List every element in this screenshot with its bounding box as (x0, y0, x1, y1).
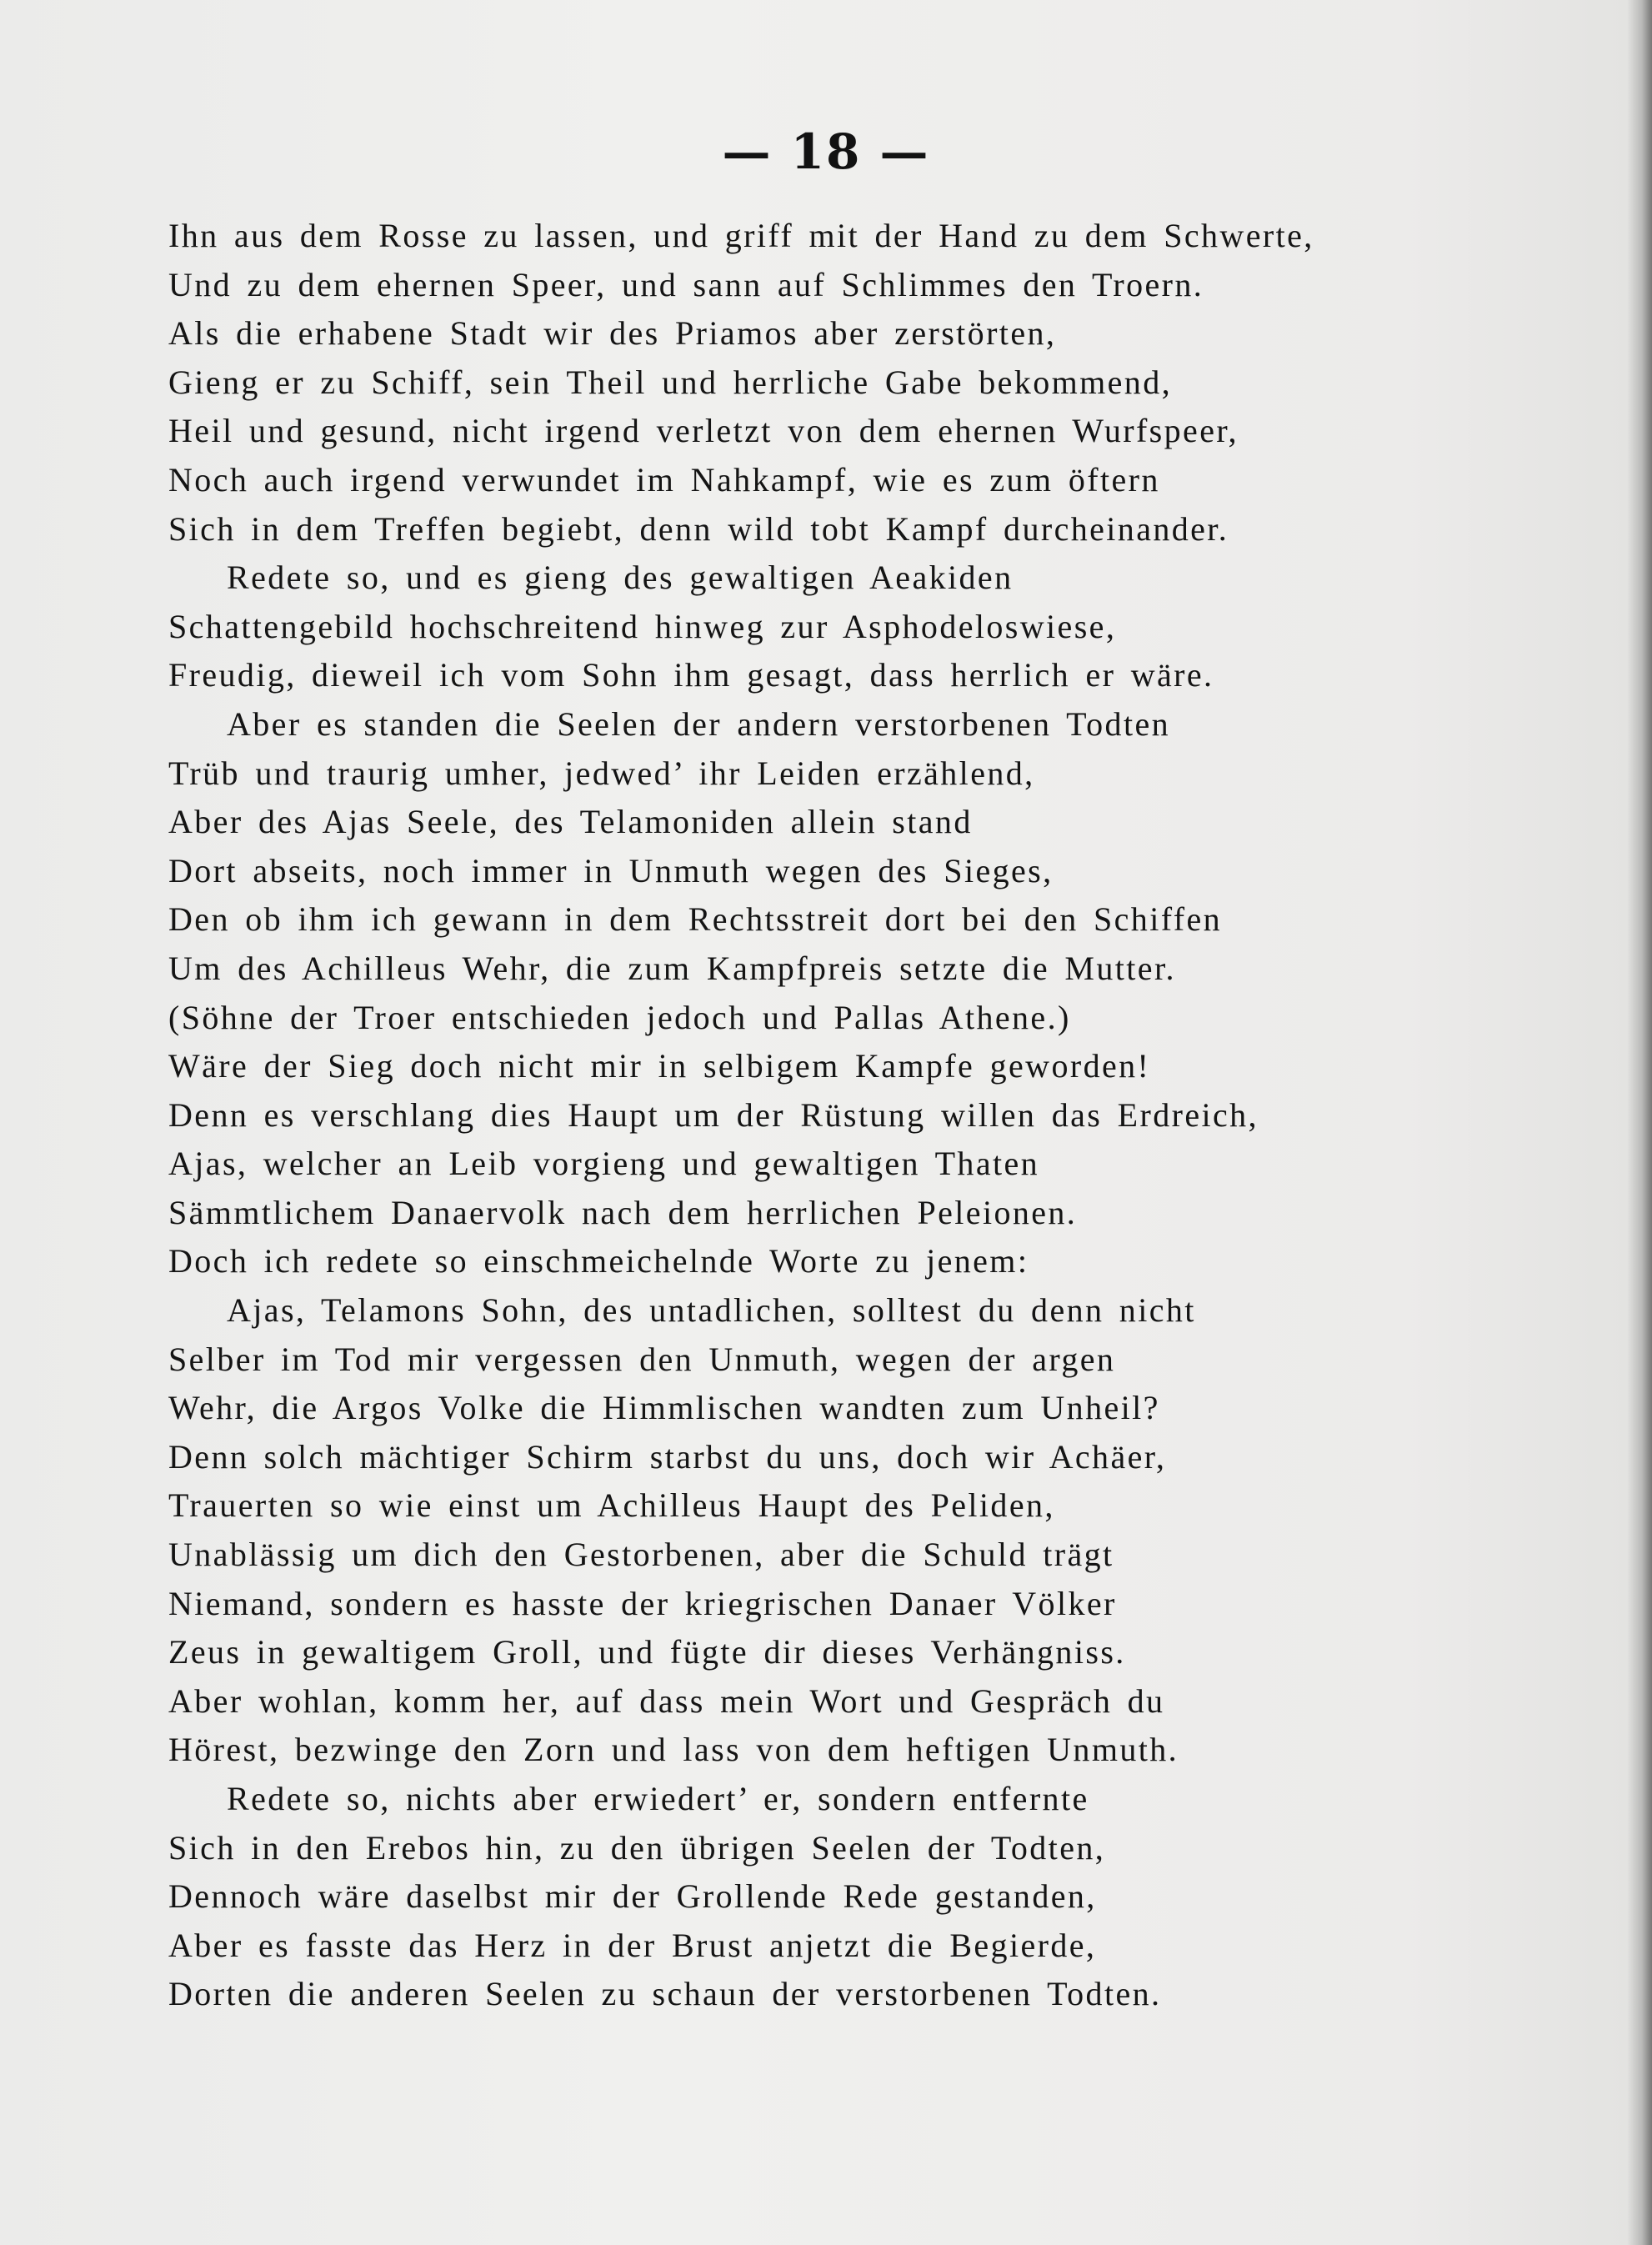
verse-line: Ihn aus dem Rosse zu lassen, und griff mit der Hand zu dem Schwerte, (168, 217, 1314, 254)
verse-line: Aber des Ajas Seele, des Telamoniden allein stand (168, 803, 973, 841)
verse-line: (Söhne der Troer entschieden jedoch und Pallas Athene.) (168, 998, 1071, 1036)
verse-line: Doch ich redete so einschmeichelnde Worte zu jenem: (168, 1242, 1029, 1280)
verse-line: Schattengebild hochschreitend hinweg zur Asphodeloswiese, (168, 607, 1117, 645)
page-edge-shadow (1627, 0, 1652, 2245)
verse-line: Trüb und traurig umher, jedwed’ ihr Leiden erzählend, (168, 754, 1035, 792)
verse-line: Sich in den Erebos hin, zu den übrigen Seelen der Todten, (168, 1828, 1106, 1867)
verse-line: Freudig, dieweil ich vom Sohn ihm gesagt, dass herrlich er wäre. (168, 656, 1214, 694)
verse-line: Redete so, und es gieng des gewaltigen Aeakiden (227, 559, 1014, 597)
verse-line: Aber wohlan, komm her, auf dass mein Wort und Gespräch du (168, 1681, 1165, 1720)
verse-line: Aber es standen die Seelen der andern verstorbenen Todten (227, 704, 1171, 743)
verse-line: Trauerten so wie einst um Achilleus Haupt des Peliden, (168, 1486, 1055, 1525)
verse-line: Dorten die anderen Seelen zu schaun der verstorbenen Todten. (168, 1975, 1162, 2013)
verse-line: Selber im Tod mir vergessen den Unmuth, wegen der argen (168, 1340, 1116, 1378)
verse-line: Ajas, welcher an Leib vorgieng und gewaltigen Thaten (168, 1145, 1040, 1183)
verse-line: Niemand, sondern es hasste der kriegrischen Danaer Völker (168, 1584, 1117, 1622)
verse-line: Redete so, nichts aber erwiedert’ er, sondern entfernte (227, 1780, 1089, 1817)
verse-line: Denn solch mächtiger Schirm starbst du uns, doch wir Achäer, (168, 1437, 1167, 1476)
verse-line: Zeus in gewaltigem Groll, und fügte dir dieses Verhängniss. (168, 1633, 1126, 1671)
verse-line: Wäre der Sieg doch nicht mir in selbigem Kampfe geworden! (168, 1047, 1151, 1085)
verse-text (168, 212, 1469, 2019)
verse-line: Denn es verschlang dies Haupt um der Rüstung willen das Erdreich, (168, 1095, 1259, 1134)
verse-line: Unablässig um dich den Gestorbenen, aber die Schuld trägt (168, 1536, 1114, 1574)
verse-line: Als die erhabene Stadt wir des Priamos aber zerstörten, (168, 314, 1057, 353)
verse-line: Hörest, bezwinge den Zorn und lass von dem heftigen Unmuth. (168, 1731, 1179, 1769)
verse-line: Um des Achilleus Wehr, die zum Kampfpreis setzte die Mutter. (168, 949, 1176, 987)
verse-line: Gieng er zu Schiff, sein Theil und herrliche Gabe bekommend, (168, 363, 1172, 401)
verse-line: Heil und gesund, nicht irgend verletzt von dem ehernen Wurfspeer, (168, 412, 1239, 450)
verse-line: Wehr, die Argos Volke die Himmlischen wandten zum Unheil? (168, 1389, 1160, 1427)
verse-line: Dennoch wäre daselbst mir der Grollende Rede gestanden, (168, 1877, 1097, 1916)
verse-line: Und zu dem ehernen Speer, und sann auf Schlimmes den Troern. (168, 265, 1204, 303)
verse-line: Noch auch irgend verwundet im Nahkampf, wie es zum öftern (168, 460, 1160, 499)
page-number: — 18 — (722, 123, 930, 180)
verse-line: Sich in dem Treffen begiebt, denn wild tobt Kampf durcheinander. (168, 509, 1229, 548)
verse-line: Ajas, Telamons Sohn, des untadlichen, solltest du denn nicht (227, 1291, 1196, 1330)
verse-line: Aber es fasste das Herz in der Brust anjetzt die Begierde, (168, 1926, 1097, 1964)
verse-line: Sämmtlichem Danaervolk nach dem herrlichen Peleionen. (168, 1193, 1078, 1231)
verse-line: Den ob ihm ich gewann in dem Rechtsstreit dort bei den Schiffen (168, 900, 1222, 939)
verse-line: Dort abseits, noch immer in Unmuth wegen des Sieges, (168, 851, 1054, 889)
